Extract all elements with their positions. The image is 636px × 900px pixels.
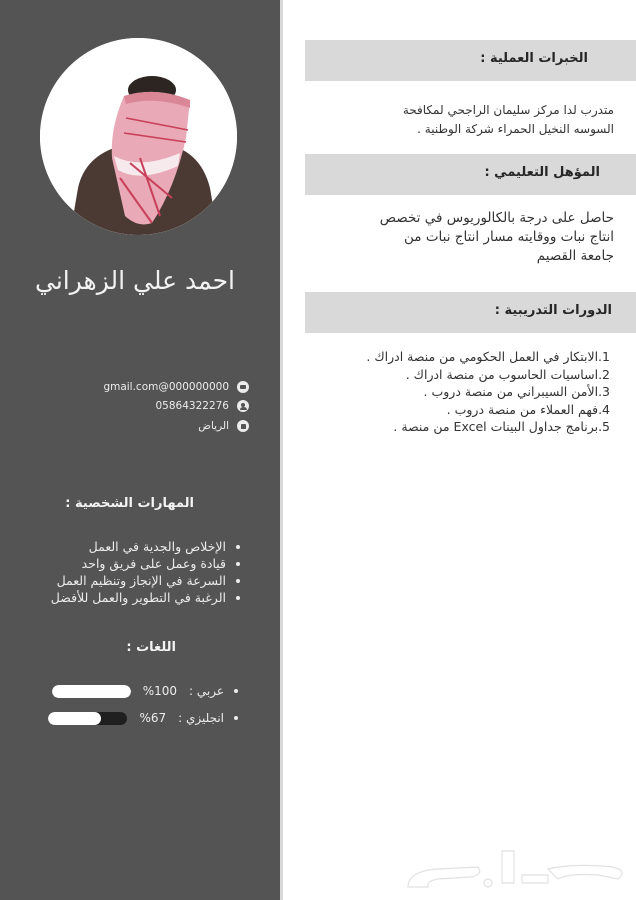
course-item: 5.برنامج جداول البينات Excel من منصة .: [393, 419, 610, 434]
skill-item: قيادة وعمل على فريق واحد: [51, 555, 240, 572]
education-title: المؤهل التعليمي :: [484, 165, 600, 180]
skill-item: الرغبة في التطوير والعمل للأفضل: [51, 589, 240, 606]
language-percent: %67: [139, 711, 167, 725]
skills-list: [51, 538, 240, 606]
bullet-icon: [234, 689, 238, 693]
language-progress-fill: [48, 712, 101, 725]
avatar: [40, 38, 237, 235]
mail-icon: [237, 381, 249, 393]
language-name: انجليزي :: [178, 711, 224, 725]
course-item: 2.اساسيات الحاسوب من منصة ادراك .: [405, 366, 610, 382]
experience-title: الخبرات العملية :: [480, 51, 588, 66]
courses-title: الدورات التدريبية :: [494, 303, 612, 318]
contact-email[interactable]: [103, 377, 249, 397]
bullet-icon: [234, 716, 238, 720]
contact-city: [103, 416, 249, 436]
experience-line: متدرب لدا مركز سليمان الراجحي لمكافحة: [402, 103, 614, 117]
skills-title: المهارات الشخصية :: [65, 496, 194, 511]
skill-item: السرعة في الإنجاز وتنظيم العمل: [51, 572, 240, 589]
language-percent: %100: [142, 684, 178, 698]
skill-item: الإخلاص والجدية في العمل: [51, 538, 240, 555]
haraj-watermark-logo: [398, 845, 630, 895]
contact-phone[interactable]: [103, 397, 249, 417]
sidebar-divider: [280, 0, 283, 900]
language-name: عربي :: [189, 684, 224, 698]
experience-header: [305, 40, 636, 81]
contact-city-text: الرياض: [198, 419, 229, 432]
course-item: 3.الأمن السيبراني من منصة دروب .: [423, 384, 610, 399]
watermark-icon: [398, 845, 630, 895]
language-progress-bar: [48, 712, 127, 725]
contact-email-text: 000000000@gmail.com: [103, 380, 229, 393]
course-item: 4.فهم العملاء من منصة دروب .: [446, 401, 610, 417]
profile-photo: [40, 38, 237, 235]
contact-phone-text: 05864322276: [155, 400, 229, 413]
education-header: [305, 154, 636, 195]
education-line: جامعة القصيم: [536, 248, 614, 264]
education-line: حاصل على درجة بالكالوريوس في تخصص: [379, 210, 614, 226]
home-icon: [237, 420, 249, 432]
course-item: 1.الابتكار في العمل الحكومي من منصة ادراك .: [366, 349, 610, 364]
language-progress-fill: [52, 685, 131, 698]
experience-text: [403, 101, 614, 139]
education-line: انتاج نبات ووقايته مسار انتاج نبات من: [404, 229, 614, 245]
experience-line: السوسه النخيل الحمراء شركة الوطنية .: [417, 122, 614, 136]
full-name: احمد علي الزهراني: [35, 266, 235, 295]
language-progress-bar: [52, 685, 131, 698]
contact-list: [103, 377, 249, 436]
courses-header: [305, 292, 636, 333]
language-english: [48, 709, 238, 727]
language-arabic: [52, 682, 238, 700]
user-icon: [237, 400, 249, 412]
education-text: [380, 209, 614, 266]
courses-list: [366, 348, 610, 436]
sidebar: [0, 0, 280, 900]
languages-title: اللغات :: [126, 640, 176, 655]
